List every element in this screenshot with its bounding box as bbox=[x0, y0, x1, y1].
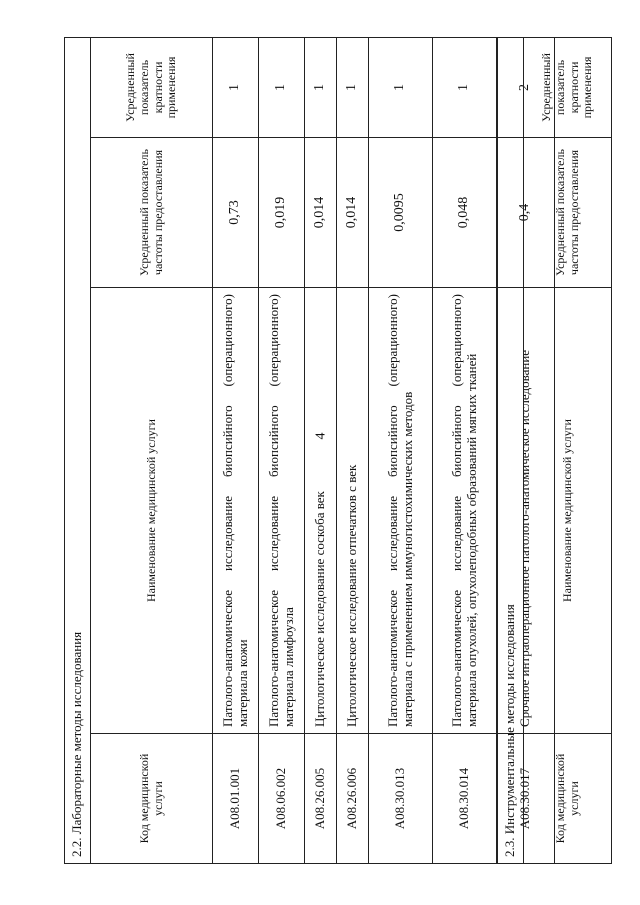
table-row bbox=[305, 37, 337, 863]
frequency-value: 0,048 bbox=[433, 138, 497, 288]
service-name: Цитологическое исследование отпечатков с век bbox=[337, 288, 369, 734]
frequency-value: 0,014 bbox=[337, 138, 369, 288]
table-row bbox=[337, 37, 369, 863]
instrumental-methods-table bbox=[497, 37, 612, 864]
multiplicity-value: 1 bbox=[433, 37, 497, 137]
lab-methods-table bbox=[64, 37, 555, 864]
service-code: A08.26.005 bbox=[305, 734, 337, 864]
frequency-value: 0,4 bbox=[497, 138, 555, 288]
service-code: A08.30.013 bbox=[369, 734, 433, 864]
column-header-code: Код медицинской услуги bbox=[91, 734, 213, 864]
service-name: Цитологическое исследование соскоба век bbox=[305, 288, 337, 734]
service-code: A08.30.017 bbox=[497, 734, 555, 864]
multiplicity-value: 1 bbox=[305, 37, 337, 137]
service-name: Патолого-анатомическое исследование биопсийного (операционного) материала с применением иммуногистохимических методов bbox=[369, 288, 433, 734]
multiplicity-value: 1 bbox=[369, 37, 433, 137]
service-name: Срочное интраоперационное патолого-анатомическое исследование bbox=[497, 288, 555, 734]
service-name: Патолого-анатомическое исследование биопсийного (операционного) материала опухолей, опухолеподобных образований мягких тканей bbox=[433, 288, 497, 734]
section-title-lab: 2.2. Лабораторные методы исследования bbox=[65, 37, 91, 863]
service-code: A08.06.002 bbox=[259, 734, 305, 864]
frequency-value: 0,73 bbox=[213, 138, 259, 288]
service-code: A08.26.006 bbox=[337, 734, 369, 864]
column-header-frequency: Усредненный показатель частоты предоставления bbox=[524, 138, 612, 288]
column-header-name: Наименование медицинской услуги bbox=[91, 288, 213, 734]
table-row bbox=[369, 37, 433, 863]
table-row bbox=[433, 37, 497, 863]
table-row bbox=[213, 37, 259, 863]
service-name: Патолого-анатомическое исследование биопсийного (операционного) материала лимфоузла bbox=[259, 288, 305, 734]
multiplicity-value: 1 bbox=[259, 37, 305, 137]
column-header-name: Наименование медицинской услуги bbox=[524, 288, 612, 734]
column-header-multiplicity: Усредненный показатель кратности применения bbox=[91, 37, 213, 137]
table-row bbox=[259, 37, 305, 863]
frequency-value: 0,0095 bbox=[369, 138, 433, 288]
service-name: Патолого-анатомическое исследование биопсийного (операционного) материала кожи bbox=[213, 288, 259, 734]
instrumental-methods-table-container bbox=[497, 38, 613, 864]
multiplicity-value: 2 bbox=[497, 37, 555, 137]
column-header-code: Код медицинской услуги bbox=[524, 734, 612, 864]
service-code: A08.30.014 bbox=[433, 734, 497, 864]
frequency-value: 0,014 bbox=[305, 138, 337, 288]
page-number: 4 bbox=[313, 432, 329, 440]
service-code: A08.01.001 bbox=[213, 734, 259, 864]
column-header-frequency: Усредненный показатель частоты предоставления bbox=[91, 138, 213, 288]
multiplicity-value: 1 bbox=[213, 37, 259, 137]
frequency-value: 0,019 bbox=[259, 138, 305, 288]
column-header-multiplicity: Усредненный показатель кратности применения bbox=[524, 37, 612, 137]
section-title-instrumental: 2.3. Инструментальные методы исследования bbox=[498, 37, 524, 863]
multiplicity-value: 1 bbox=[337, 37, 369, 137]
